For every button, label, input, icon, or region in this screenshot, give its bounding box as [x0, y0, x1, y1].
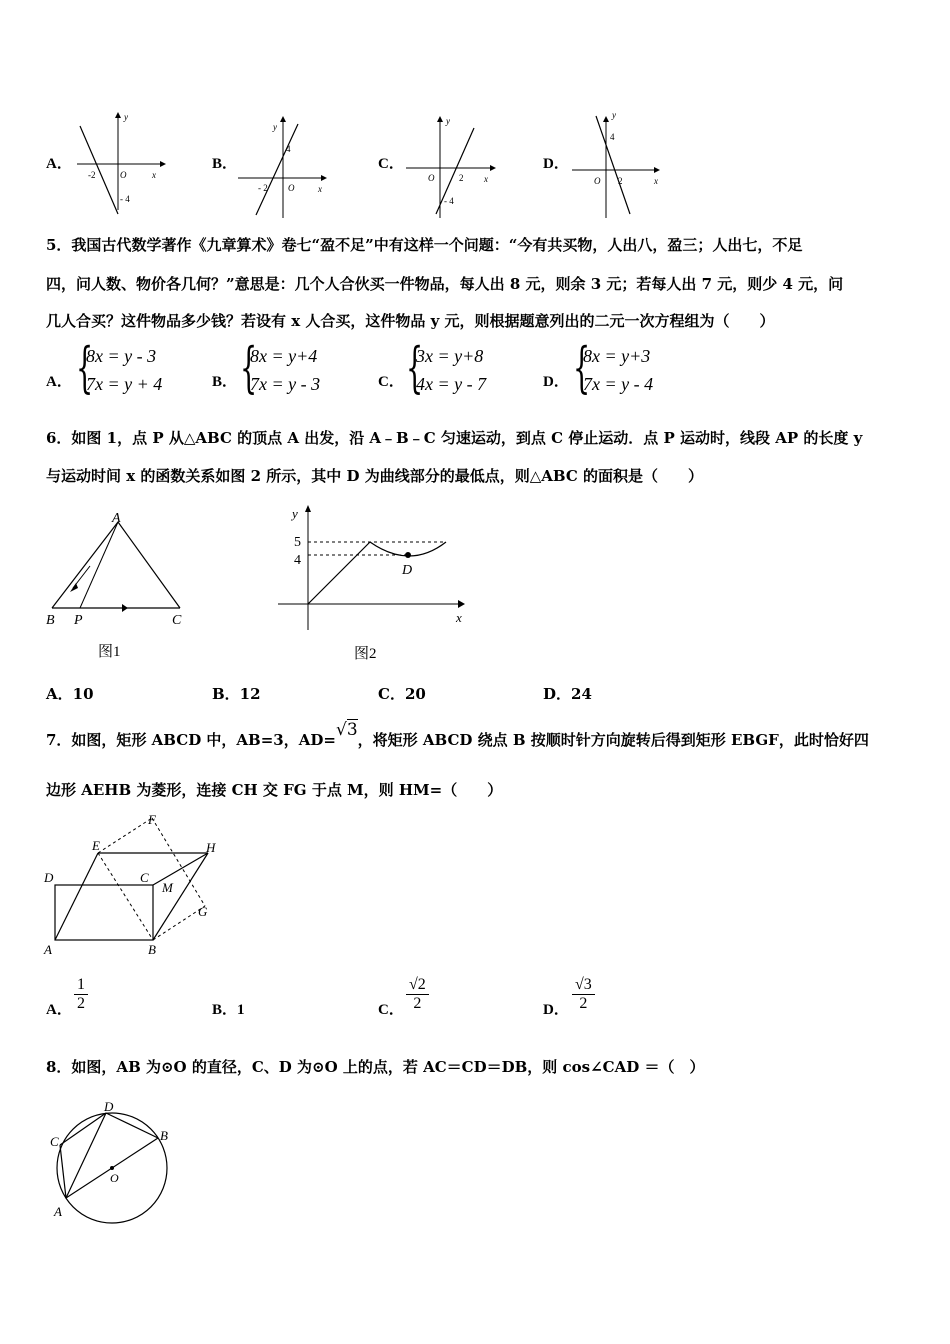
- q6-figure-2: [278, 500, 478, 668]
- q4-b-neg: - 2: [258, 183, 268, 193]
- q6-f2-five: 5: [294, 535, 301, 550]
- q7-option-d-frac: $\frac{√3}{2}$: [572, 976, 595, 1013]
- q5-options: [0, 336, 950, 402]
- q6-f2-four: 4: [294, 553, 301, 568]
- q5-a-brace: {: [76, 336, 94, 399]
- q6-option-b[interactable]: B．12: [212, 685, 261, 703]
- q7-label-b: B: [148, 942, 156, 957]
- q6-figure-1: [40, 508, 200, 668]
- q5-d-system: [583, 342, 653, 398]
- q4-options: [0, 110, 950, 225]
- q4-graph-d: [568, 110, 668, 220]
- q5-a-eq2: 7x = y + 4: [86, 374, 163, 394]
- q4-b-y: y: [273, 122, 277, 132]
- q7-label-m: M: [162, 880, 173, 895]
- q6-option-d[interactable]: D．24: [543, 685, 592, 703]
- q7-label-c: C: [140, 870, 149, 885]
- q7-option-a-label[interactable]: A．: [46, 1002, 72, 1018]
- q5-b-brace: {: [240, 336, 258, 399]
- q4-c-x: x: [484, 174, 488, 184]
- q8-label-d: D: [104, 1099, 114, 1114]
- q7-option-d-label[interactable]: D．: [543, 1002, 569, 1018]
- q4-graph-c: [402, 110, 497, 220]
- q7-label-a: A: [44, 942, 52, 957]
- q6-option-c[interactable]: C．20: [378, 685, 426, 703]
- q7-option-c-frac: $\frac{√2}{2}$: [406, 976, 429, 1013]
- q5-line-2: 四，问人数、物价各几何？”意思是：几个人合伙买一件物品，每人出 8 元，则余 3 元；若每人出 7 元，则少 4 元，问: [46, 275, 844, 293]
- q5-b-eq1: 8x = y+4: [250, 346, 318, 366]
- q4-d-o: O: [594, 176, 601, 186]
- q5-a-system: [86, 342, 162, 398]
- q5-b-system: [250, 342, 320, 398]
- q6-f1-p: P: [74, 613, 83, 628]
- q7-line-1-a: 7．如图，矩形 ABCD 中，AB=3，AD=: [46, 731, 336, 749]
- q5-option-a-label[interactable]: A．: [46, 374, 72, 390]
- q8-label-b: B: [160, 1128, 168, 1143]
- q5-line-3: 几人合买？这件物品多少钱？若设有 x 人合买，这件物品 y 元，则根据题意列出的二元一次方程组为（ ）: [46, 312, 775, 330]
- q4-a-neg: -2: [88, 170, 96, 180]
- q4-c-y: y: [446, 116, 450, 126]
- q4-a-val: - 4: [120, 194, 130, 204]
- q8-figure: [40, 1098, 180, 1228]
- q4-d-y: y: [612, 110, 616, 120]
- q5-c-brace: {: [406, 336, 424, 399]
- q7-label-f: F: [148, 812, 156, 827]
- q4-d-x: x: [654, 176, 658, 186]
- q4-c-o: O: [428, 173, 435, 183]
- q5-c-system: [416, 342, 486, 398]
- q6-f1-caption: 图1: [98, 644, 121, 660]
- q4-c-val: - 4: [444, 196, 454, 206]
- q4-b-o: O: [288, 183, 295, 193]
- q4-a-y: y: [124, 112, 128, 122]
- q6-f2-d: D: [402, 563, 413, 578]
- q7-label-g: G: [198, 904, 208, 919]
- q5-line-1: 5．我国古代数学著作《九章算术》卷七“盈不足”中有这样一个问题：“今有共买物，人出八，盈三；人出七，不足: [46, 236, 803, 254]
- q7-options: [0, 974, 950, 1026]
- q7-label-h: H: [206, 840, 216, 855]
- q4-b-x: x: [318, 184, 322, 194]
- q6-f2-x: x: [456, 610, 462, 625]
- q5-c-eq2: 4x = y - 7: [416, 374, 487, 394]
- q4-b-val: 4: [286, 144, 291, 154]
- q5-a-eq1: 8x = y - 3: [86, 346, 157, 366]
- q6-option-a[interactable]: A．10: [46, 685, 94, 703]
- q7-sqrt: √3: [335, 720, 358, 740]
- q7-figure: [40, 810, 230, 960]
- q6-f1-c: C: [172, 613, 182, 628]
- q5-d-eq1: 8x = y+3: [583, 346, 651, 366]
- q6-f1-a: A: [112, 511, 121, 526]
- q7-label-e: E: [92, 838, 100, 853]
- q7-line-1-b: ，将矩形 ABCD 绕点 B 按顺时针方向旋转后得到矩形 EBGF，此时恰好四: [357, 731, 869, 749]
- q8-label-a: A: [54, 1204, 62, 1219]
- q7-option-a-frac: $\frac{1}{2}$: [74, 976, 88, 1013]
- q4-option-d-label[interactable]: D．: [543, 156, 569, 172]
- q6-f2-caption: 图2: [354, 646, 377, 662]
- q5-c-eq1: 3x = y+8: [416, 346, 484, 366]
- q4-option-c-label[interactable]: C．: [378, 156, 404, 172]
- q6-line-1: 6．如图 1，点 P 从△ABC 的顶点 A 出发，沿 A﹣B﹣C 匀速运动，到点 C 停止运动．点 P 运动时，线段 AP 的长度 y: [46, 429, 863, 447]
- q7-line-2: 边形 AEHB 为菱形，连接 CH 交 FG 于点 M，则 HM=（ ）: [46, 781, 503, 799]
- q4-d-neg: 2: [618, 176, 623, 186]
- q4-option-b-label[interactable]: B．: [212, 156, 238, 172]
- q5-d-eq2: 7x = y - 4: [583, 374, 654, 394]
- q7-option-c-label[interactable]: C．: [378, 1002, 404, 1018]
- q5-d-brace: {: [573, 336, 591, 399]
- q4-c-neg: 2: [459, 173, 464, 183]
- q4-option-a-label[interactable]: A．: [46, 156, 72, 172]
- q6-line-2: 与运动时间 x 的函数关系如图 2 所示，其中 D 为曲线部分的最低点，则△ABC 的面积是（ ）: [46, 467, 704, 485]
- q5-option-d-label[interactable]: D．: [543, 374, 569, 390]
- q4-d-val: 4: [610, 132, 615, 142]
- q4-a-x: x: [152, 170, 156, 180]
- q8-question: 8．如图，AB 为⊙O 的直径，C、D 为⊙O 上的点，若 AC＝CD＝DB，则 cos∠CAD ＝（ ）: [46, 1058, 705, 1076]
- q7-option-b[interactable]: B．1: [212, 1002, 245, 1018]
- q4-a-o: O: [120, 170, 127, 180]
- q5-option-b-label[interactable]: B．: [212, 374, 238, 390]
- q4-graph-a: [72, 110, 167, 220]
- q4-graph-b: [236, 110, 331, 220]
- q6-f2-y: y: [292, 506, 298, 521]
- q8-label-c: C: [50, 1134, 59, 1149]
- q6-f1-b: B: [46, 613, 55, 628]
- q5-option-c-label[interactable]: C．: [378, 374, 404, 390]
- q7-label-d: D: [44, 870, 54, 885]
- q7-line-1: [46, 720, 869, 750]
- q5-b-eq2: 7x = y - 3: [250, 374, 321, 394]
- q8-label-o: O: [110, 1171, 119, 1185]
